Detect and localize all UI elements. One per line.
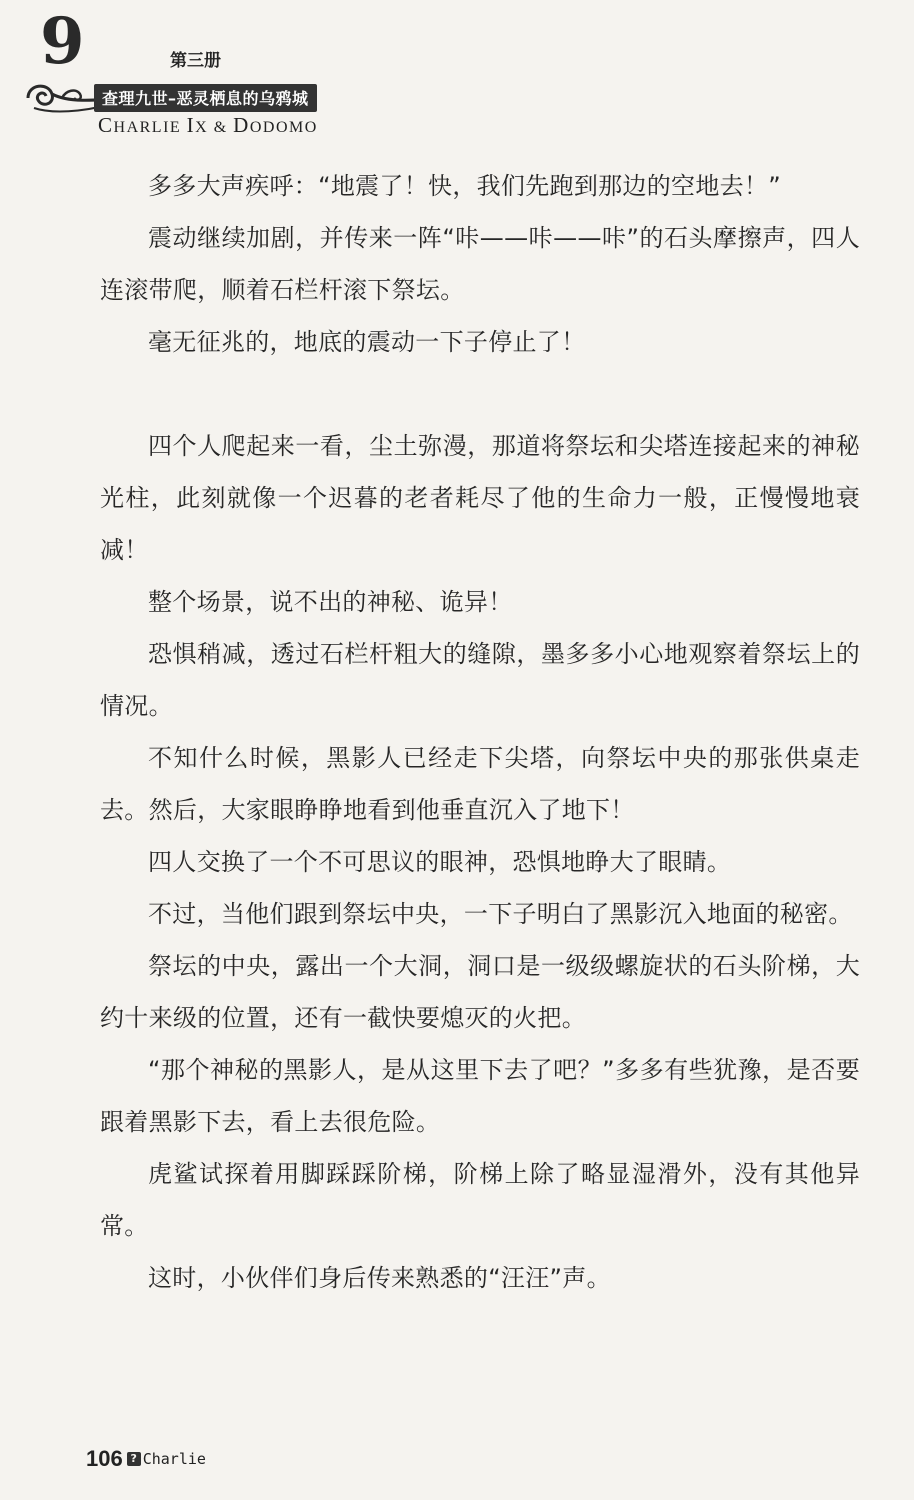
series-english-title: CHARLIE IX & DODOMO	[98, 113, 318, 137]
paragraph: 虎鲨试探着用脚踩踩阶梯，阶梯上除了略显湿滑外，没有其他异常。	[100, 1160, 860, 1240]
volume-number: 9	[40, 4, 85, 79]
paragraph: 恐惧稍减，透过石栏杆粗大的缝隙，墨多多小心地观察着祭坛上的情况。	[100, 640, 860, 720]
paragraph: “那个神秘的黑影人，是从这里下去了吧？”多多有些犹豫，是否要跟着黑影下去，看上去很危险。	[100, 1056, 860, 1136]
series-title: 查理九世–恶灵栖息的乌鸦城	[94, 84, 317, 112]
paragraph: 整个场景，说不出的神秘、诡异！	[148, 588, 513, 616]
page-footer	[86, 1446, 206, 1472]
paragraph: 多多大声疾呼：“地震了！快，我们先跑到那边的空地去！”	[148, 172, 781, 200]
brand-name: Charlie	[142, 1450, 206, 1468]
brand-mark-icon: ?	[127, 1452, 141, 1466]
page-number: 106	[86, 1446, 123, 1471]
paragraph: 不过，当他们跟到祭坛中央，一下子明白了黑影沉入地面的秘密。	[148, 900, 853, 928]
paragraph: 祭坛的中央，露出一个大洞，洞口是一级级螺旋状的石头阶梯，大约十来级的位置，还有一截快要熄灭的火把。	[100, 952, 860, 1032]
paragraph: 四个人爬起来一看，尘土弥漫，那道将祭坛和尖塔连接起来的神秘光柱，此刻就像一个迟暮的老者耗尽了他的生命力一般，正慢慢地衰减！	[100, 432, 860, 564]
paragraph: 毫无征兆的，地底的震动一下子停止了！	[148, 328, 586, 356]
volume-label: 第三册	[170, 51, 221, 71]
paragraph: 震动继续加剧，并传来一阵“咔——咔——咔”的石头摩擦声，四人连滚带爬，顺着石栏杆滚下祭坛。	[100, 224, 860, 304]
paragraph: 四人交换了一个不可思议的眼神，恐惧地睁大了眼睛。	[148, 848, 732, 876]
paragraph: 不知什么时候，黑影人已经走下尖塔，向祭坛中央的那张供桌走去。然后，大家眼睁睁地看到他垂直沉入了地下！	[100, 744, 860, 824]
paragraph: 这时，小伙伴们身后传来熟悉的“汪汪”声。	[148, 1264, 611, 1292]
body-text	[100, 160, 860, 1304]
running-head	[22, 4, 352, 137]
paragraph-gap	[100, 368, 860, 420]
